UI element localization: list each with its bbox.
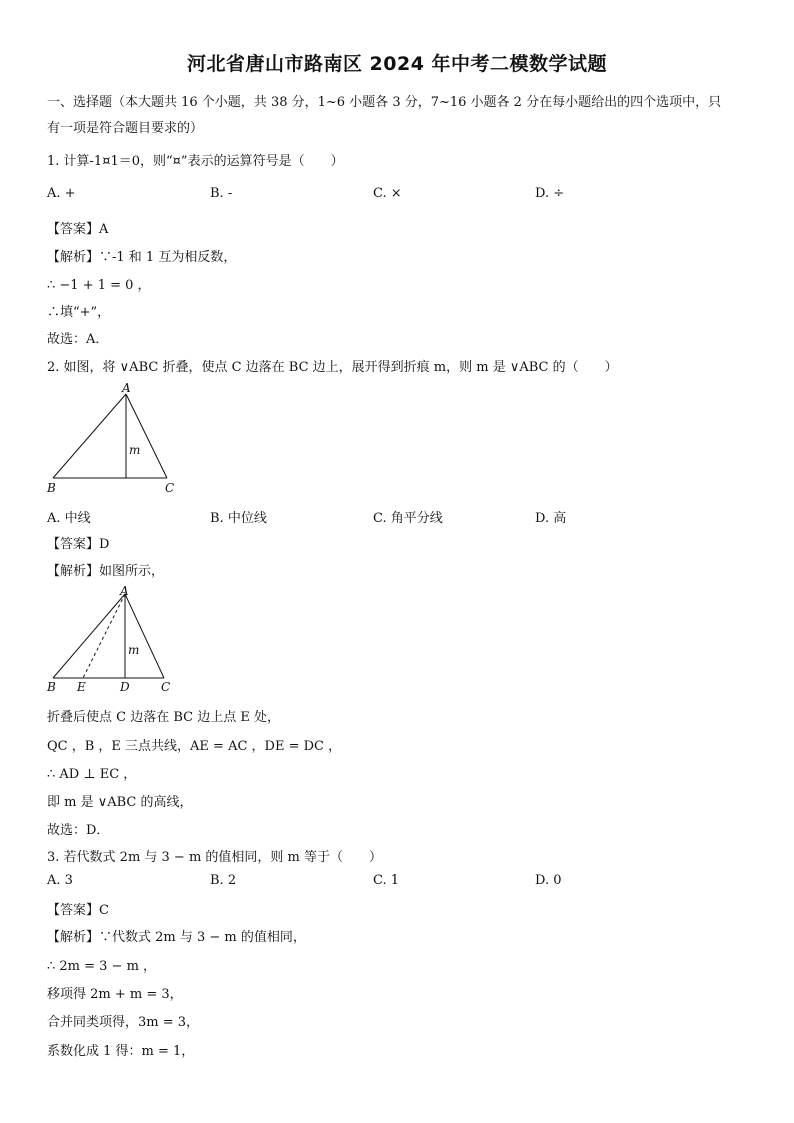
q2-option-b: B. 中位线: [210, 511, 267, 526]
q3-stem: 3. 若代数式 2m 与 3 − m 的值相同，则 m 等于（ ）: [47, 850, 383, 865]
q3-option-d: D. 0: [535, 873, 562, 888]
q2-figure-triangle: [40, 382, 200, 498]
q2-analysis-2: QC ，B ，E 三点共线，AE = AC ，DE = DC ，: [47, 739, 342, 754]
q2-fig2-label-b: B: [47, 680, 56, 694]
q1-analysis-3: ∴填“+”，: [47, 305, 111, 320]
q2-fig1-label-a: A: [122, 382, 131, 395]
q1-analysis-2: ∴ −1 + 1 = 0 ，: [47, 278, 151, 293]
q2-fig2-label-a: A: [120, 584, 129, 598]
q2-fig1-side-ab: [53, 394, 126, 478]
q1-option-c: C. ×: [373, 186, 402, 201]
section-instructions-line2: 有一项是符合题目要求的）: [47, 121, 204, 136]
q1-option-b: B. -: [210, 186, 233, 201]
q3-analysis-5: 系数化成 1 得：m = 1，: [47, 1044, 195, 1059]
q2-analysis-intro: 【解析】如图所示，: [47, 564, 165, 579]
q1-option-a: A. +: [47, 186, 76, 201]
page-title: 河北省唐山市路南区 2024 年中考二模数学试题: [186, 53, 608, 75]
q1-analysis-4: 故选：A．: [47, 332, 109, 347]
q2-fig2-side-ac: [125, 594, 164, 678]
q2-fig1-side-ac: [126, 394, 167, 478]
q3-option-a: A. 3: [47, 873, 73, 888]
q2-fig1-label-c: C: [165, 481, 175, 495]
q2-fig2-label-c: C: [161, 680, 171, 694]
q2-analysis-3: ∴ AD ⊥ EC ，: [47, 767, 137, 782]
q2-fig1-label-b: B: [47, 481, 56, 495]
q3-answer: 【答案】C: [47, 903, 109, 918]
q2-analysis-5: 故选：D．: [47, 823, 110, 838]
q3-option-b: B. 2: [210, 873, 237, 888]
q2-fig2-label-m: m: [128, 643, 140, 657]
q2-answer: 【答案】D: [47, 537, 110, 552]
q2-fig1-label-m: m: [129, 443, 141, 457]
q2-option-d: D. 高: [535, 511, 567, 526]
q3-analysis-2: ∴ 2m = 3 − m ，: [47, 959, 157, 974]
q3-option-c: C. 1: [373, 873, 400, 888]
q3-analysis-4: 合并同类项得，3m = 3，: [47, 1015, 200, 1030]
q2-fig2-label-d: D: [120, 680, 130, 694]
q2-figure-folded-triangle: [40, 584, 200, 696]
q1-stem: 1. 计算-1¤1＝0，则“¤”表示的运算符号是（ ）: [47, 154, 344, 169]
q3-analysis-3: 移项得 2m + m = 3，: [47, 987, 183, 1002]
q1-analysis-1: 【解析】∵-1 和 1 互为相反数，: [47, 250, 237, 265]
q2-option-a: A. 中线: [47, 511, 91, 526]
q2-analysis-4: 即 m 是 ∨ABC 的高线，: [47, 795, 193, 810]
q3-analysis-1: 【解析】∵代数式 2m 与 3 − m 的值相同，: [47, 930, 306, 945]
q2-stem: 2. 如图，将 ∨ABC 折叠，使点 C 边落在 BC 边上，展开得到折痕 m，则 m 是 ∨ABC 的（ ）: [47, 360, 618, 375]
q1-option-d: D. ÷: [535, 186, 565, 201]
section-instructions-line1: 一、选择题（本大题共 16 个小题，共 38 分，1~6 小题各 3 分，7~16 小题各 2 分在每小题给出的四个选项中，只: [47, 95, 722, 110]
q2-fig2-label-e: E: [77, 680, 86, 694]
q2-option-c: C. 角平分线: [373, 511, 443, 526]
q1-answer: 【答案】A: [47, 222, 109, 237]
q2-analysis-1: 折叠后使点 C 边落在 BC 边上点 E 处，: [47, 710, 280, 725]
